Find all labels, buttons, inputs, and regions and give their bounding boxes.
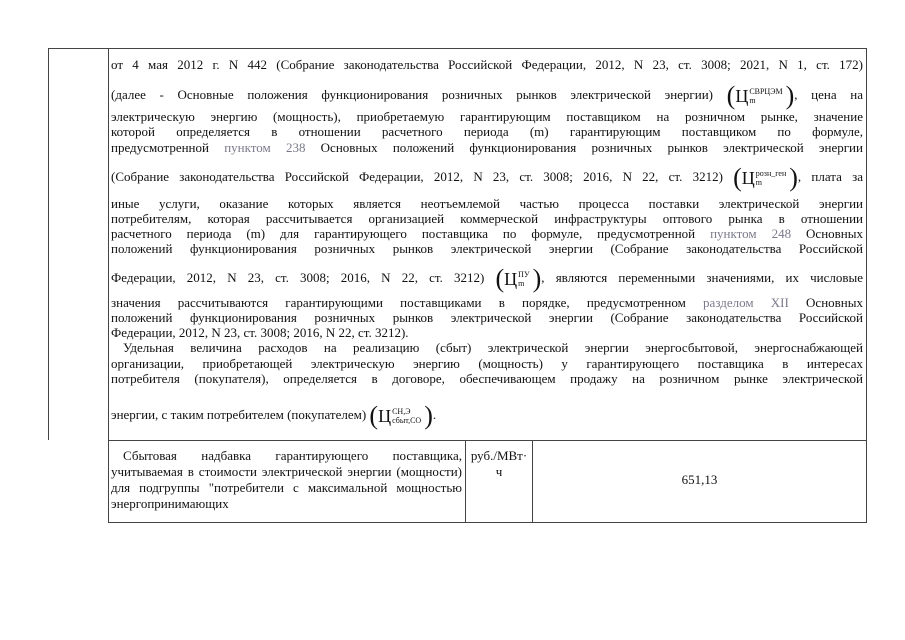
text-segment: Федерации, 2012, N 23, ст. 3008; 2016, N 22, ст. 3212) <box>111 270 496 285</box>
text-segment: Федерации, 2012, N 23, ст. 3008; 2016, N 22, ст. 3212). <box>111 325 409 340</box>
formula-superscript: ПУ <box>518 270 530 280</box>
text-segment: Основных положений функционирования розничных рынков электрической энергии <box>305 140 863 155</box>
left-paren: ( <box>369 401 379 430</box>
left-paren: ( <box>726 81 736 110</box>
left-paren: ( <box>495 264 505 293</box>
text-segment: (Собрание законодательства Российской Федерации, 2012, N 23, ст. 3008; 2016, N 22, ст. 3212) <box>111 169 734 184</box>
formula-base: Ц <box>741 168 755 189</box>
text-segment: которой определяется в отношении расчетного периода (m) гарантирующим поставщиком по формуле, <box>111 124 863 139</box>
text-segment: Основных <box>791 226 863 241</box>
unit-cell <box>466 448 532 480</box>
text-segment: энергии, с таким потребителем (покупателем) <box>111 407 370 422</box>
table-border-left <box>48 48 49 440</box>
value-text: 651,13 <box>681 472 718 487</box>
formula-symbol <box>496 266 542 292</box>
formula-subscript: m <box>749 96 756 106</box>
text-segment: предусмотренной <box>111 140 225 155</box>
right-paren: ) <box>532 264 542 293</box>
formula-subscript: сбыт,СО <box>392 416 422 426</box>
text-line <box>111 123 863 140</box>
formula-base: Ц <box>504 269 518 290</box>
text-line <box>111 370 863 387</box>
formula-symbol <box>727 83 795 109</box>
formula-symbol <box>369 403 432 429</box>
text-segment: (далее - Основные положения функционирования розничных рынков электрической энергии) <box>111 87 727 102</box>
text-segment: расчетного периода (m) для гарантирующего поставщика по формуле, предусмотренной <box>111 226 711 241</box>
column-divider <box>108 48 109 523</box>
text-segment: Основных <box>788 295 863 310</box>
text-segment: , цена на <box>794 87 863 102</box>
text-line <box>111 162 863 192</box>
formula-subscript: m <box>518 279 525 289</box>
formula-base: Ц <box>735 86 749 107</box>
text-line <box>111 56 863 73</box>
description-text: Сбытовая надбавка гарантирующего поставщика, учитываемая в стоимости электрической энергии (мощности) для подгруппы "потребители с максимальной мощностью энергопринимающих <box>111 448 462 511</box>
formula-symbol <box>733 165 798 191</box>
text-segment: организации, приобретающей электрическую энергию (мощность) у гарантирующего поставщика в интересах <box>111 356 863 371</box>
text-segment: электрическую энергию (мощность), приобретаемую гарантирующим поставщиком на розничном рынке, значение <box>111 109 863 124</box>
text-line <box>111 139 863 156</box>
description-cell <box>111 448 462 514</box>
text-line <box>111 263 863 293</box>
text-segment: , являются переменными значениями, их числовые <box>541 270 863 285</box>
formula-subscript: m <box>755 178 763 188</box>
formula-superscript: розн_ген <box>755 169 787 179</box>
left-paren: ( <box>733 163 742 192</box>
text-segment: положений функционирования розничных рынков электрической энергии (Собрание законодательства Российской <box>111 310 863 325</box>
text-segment: положений функционирования розничных рынков электрической энергии (Собрание законодательства Российской <box>111 241 863 256</box>
right-paren: ) <box>424 401 433 430</box>
text-line <box>111 339 863 356</box>
table-border-top <box>48 48 867 49</box>
text-segment: . <box>432 407 437 422</box>
unit-text: руб./МВт·ч <box>470 448 528 479</box>
table-border-right <box>866 48 867 523</box>
value-cell <box>533 472 866 488</box>
text-segment: иные услуги, оказание которых является неотъемлемой частью процесса поставки электрической энергии <box>111 196 863 211</box>
right-paren: ) <box>789 163 798 192</box>
formula-superscript: СН,Э <box>392 407 411 417</box>
reference-link[interactable]: разделом XII <box>703 295 789 310</box>
text-line <box>111 400 863 430</box>
right-paren: ) <box>785 81 795 110</box>
text-segment: , плата за <box>797 169 863 184</box>
text-segment: потребителям, которая рассчитывается организацией коммерческой инфраструктуры оптового рынка в отношении <box>111 211 863 226</box>
reference-link[interactable]: пунктом 248 <box>710 226 792 241</box>
text-segment: значения рассчитываются гарантирующими поставщиками в порядке, предусмотренном <box>111 295 704 310</box>
text-segment: Удельная величина расходов на реализацию (сбыт) электрической энергии энергосбытовой, энергоснабжающей <box>123 340 863 355</box>
formula-superscript: СВРЦЭМ <box>749 87 783 97</box>
text-line <box>111 240 863 257</box>
reference-link[interactable]: пунктом 238 <box>224 140 306 155</box>
table-border-bottom <box>108 522 867 523</box>
text-line <box>111 80 863 110</box>
text-segment: от 4 мая 2012 г. N 442 (Собрание законодательства Российской Федерации, 2012, N 23, ст. 3008; 2021, N 1, ст. 172) <box>111 57 863 72</box>
formula-base: Ц <box>378 406 392 427</box>
text-segment: потребителя (покупателя), определяется в договоре, обеспечивающем продажу на розничном рынке электрической <box>111 371 863 386</box>
row-divider <box>108 440 867 441</box>
